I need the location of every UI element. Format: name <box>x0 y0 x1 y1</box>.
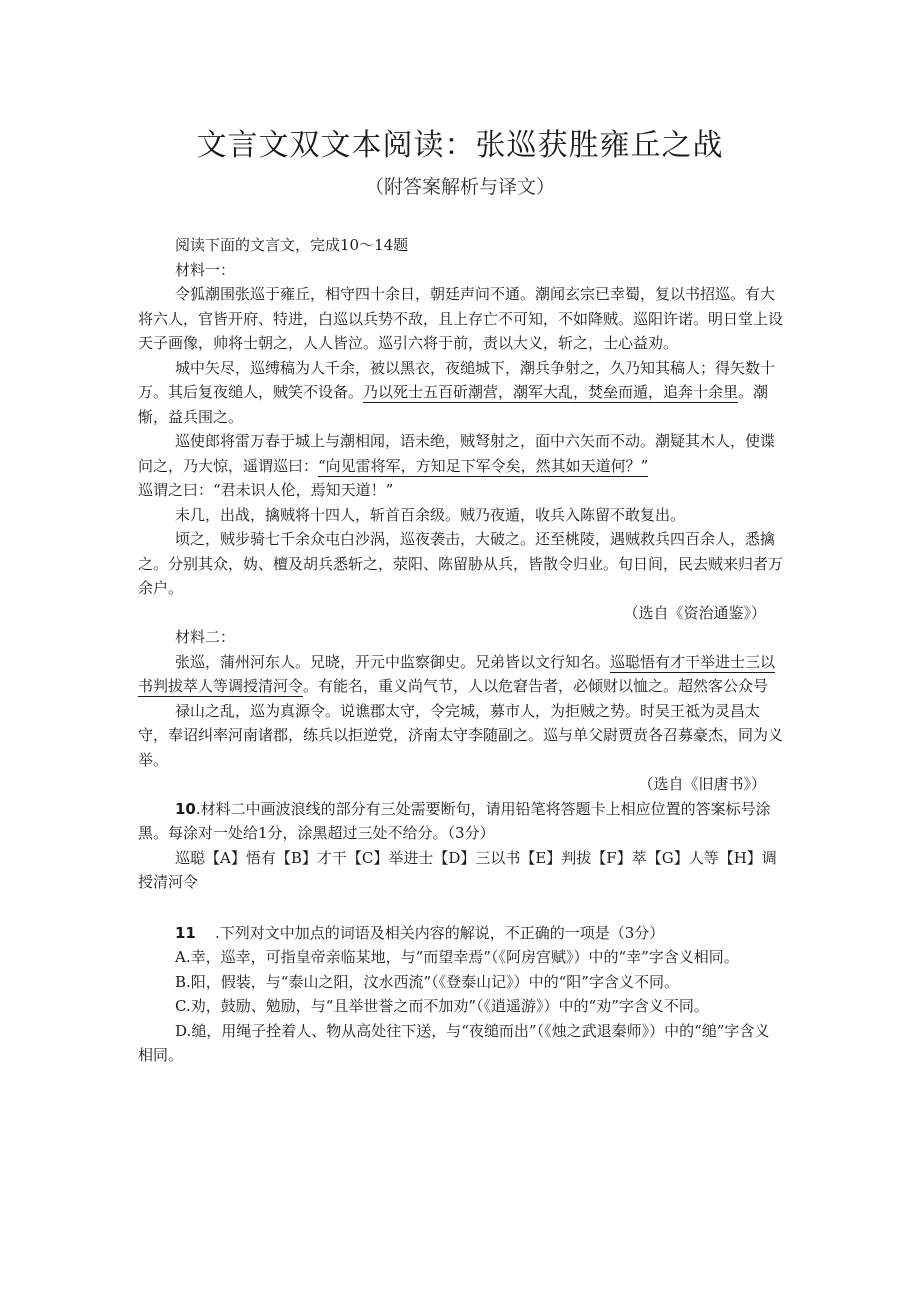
material2-paragraph-1 <box>138 650 784 699</box>
question-11-option-a: A.幸，巡幸，可指皇帝亲临某地，与“而望幸焉”（《阿房宫赋》）中的“幸”字含义相同。 <box>175 948 739 966</box>
question-11-stem: .下列对文中加点的词语及相关内容的解说，不正确的一项是（3分） <box>214 923 665 942</box>
document-body <box>138 233 784 1068</box>
m2p1-text-a: 张巡，蒲州河东人。兄晓，开元中监察御史。兄弟皆以文行知名。 <box>175 652 611 671</box>
m1p2-text-b: 。潮惭，益兵围之。 <box>138 383 769 426</box>
question-11-option-c: C.劝，鼓励、勉励，与“且举世誉之而不加劝”（《逍遥游》）中的“劝”字含义不同。 <box>175 997 709 1015</box>
question-10 <box>138 797 784 846</box>
question-10-text: .材料二中画波浪线的部分有三处需要断句，请用铅笔将答题卡上相应位置的答案标号涂黑。每涂对一处给1分，涂黑超过三处不给分。（3分） <box>138 799 771 842</box>
material1-paragraph-5: 顷之，贼步骑七千余众屯白沙涡，巡夜袭击，大破之。还至桃陵，遇贼救兵四百余人，悉擒之。分别其众，妫、檀及胡兵悉斩之，荥阳、陈留胁从兵，皆散令归业。旬日间，民去贼来归者万余户。 <box>138 530 784 597</box>
material1-paragraph-1: 令狐潮围张巡于雍丘，相守四十余日，朝廷声问不通。潮闻玄宗已幸蜀，复以书招巡。有大将六人，官皆开府、特进，白巡以兵势不敌，且上存亡不可知，不如降贼。巡阳许诺。明日堂上设天子画像，帅将士朝之，人人皆泣。巡引六将于前，责以大义，斩之，士心益劝。 <box>138 285 784 352</box>
m1p3-text-b: 巡谓之曰：“君未识人伦，焉知天道！” <box>138 481 394 499</box>
question-10-number: 10 <box>175 799 196 818</box>
intro-instruction: 阅读下面的文言文，完成10～14题 <box>175 236 409 254</box>
underlined-sentence-1: 乃以死士五百斫潮营，潮军大乱，焚垒而遁，追奔十余里 <box>363 383 739 401</box>
wavy-underlined-passage: 巡聪悟有才干举进士三以书判拔萃人等调授清河令 <box>138 652 776 695</box>
page-subtitle: （附答案解析与译文） <box>364 176 555 198</box>
question-11-number: 11 <box>175 923 196 942</box>
material1-label: 材料一： <box>175 260 236 279</box>
question-11-option-b: B.阳，假装，与“泰山之阳，汶水西流”（《登泰山记》）中的“阳”字含义不同。 <box>175 972 679 991</box>
spacer <box>138 895 784 921</box>
m1p3-text-a: 巡使郎将雷万春于城上与潮相闻，语未绝，贼弩射之，面中六矢而不动。潮疑其木人，使谍问之，乃大惊，遥谓巡曰： <box>138 432 776 475</box>
underlined-sentence-2: “向见雷将军，方知足下军令矣，然其如天道何？” <box>318 456 649 475</box>
page-title: 文言文双文本阅读：张巡获胜雍丘之战 <box>196 128 724 163</box>
material2-source: （选自《旧唐书》） <box>638 775 766 793</box>
material2-label: 材料二： <box>175 628 236 646</box>
material1-source: （选自《资治通鉴》） <box>623 603 766 622</box>
material1-paragraph-3 <box>138 429 784 503</box>
material2-paragraph-2: 禄山之乱，巡为真源令。说谯郡太守，令完城，募市人，为拒贼之势。时吴王祗为灵昌太守，奉诏纠率河南诸郡，练兵以拒逆党，济南太守李随副之。巡与单父尉贾贲各召募豪杰，同为义举。 <box>138 701 784 769</box>
m1p2-text-a: 城中矢尽，巡缚稿为人千余，被以黑衣，夜缒城下，潮兵争射之，久乃知其稿人；得矢数十万。其后复夜缒人，贼笑不设备。 <box>138 358 776 401</box>
question-11-option-d: D.缒，用绳子拴着人、物从高处往下送，与“夜缒而出”（《烛之武退秦师》）中的“缒”字含义相同。 <box>138 1021 770 1064</box>
material1-paragraph-2 <box>138 356 784 430</box>
m2p1-text-b: 。有能名，重义尚气节，人以危窘告者，必倾财以恤之。超然客公众号 <box>303 677 769 695</box>
material1-paragraph-4: 未几，出战，擒贼将十四人，斩首百余级。贼乃夜遁，收兵入陈留不敢复出。 <box>175 505 686 524</box>
question-11 <box>138 921 784 946</box>
question-10-options: 巡聪【A】悟有【B】才干【C】举进士【D】三以书【E】判拔【F】萃【G】人等【H】调授清河令 <box>138 848 777 891</box>
